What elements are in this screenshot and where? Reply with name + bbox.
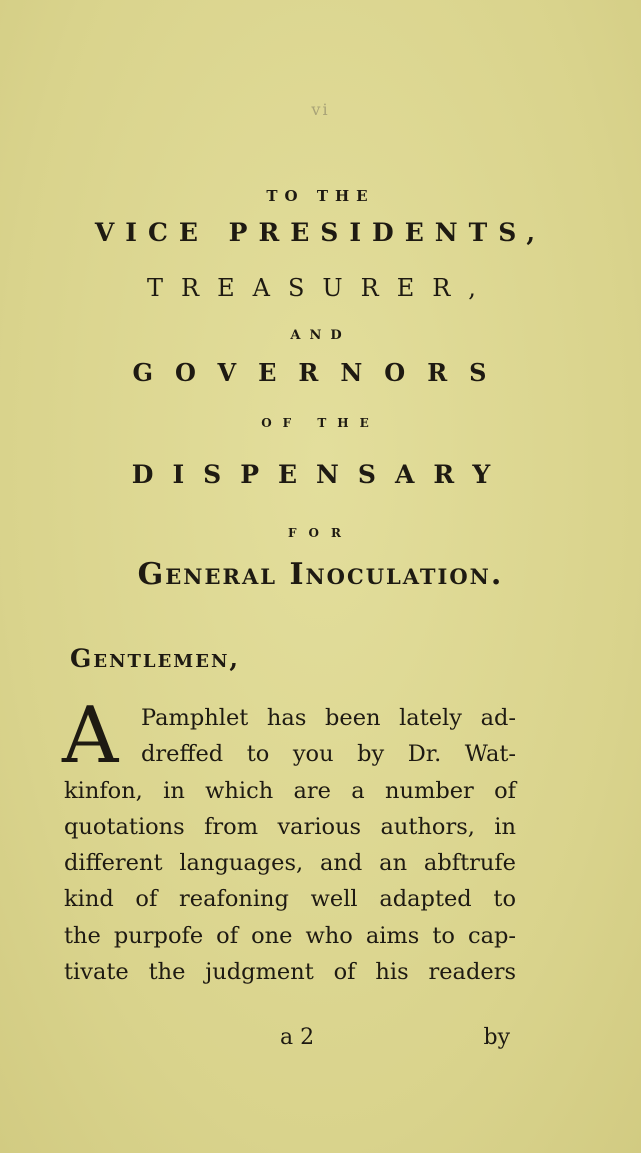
body-line: kinfon, in which are a number of bbox=[64, 777, 516, 804]
body-line: tivate the judgment of his readers bbox=[64, 959, 516, 986]
body-line: dreffed to you by Dr. Wat- bbox=[141, 741, 516, 768]
dedication-governors: GOVERNORS bbox=[132, 358, 509, 387]
drop-cap: A bbox=[62, 691, 119, 781]
dedication-vice-presidents: VICE PRESIDENTS, bbox=[94, 218, 547, 247]
dedication-treasurer: TREASURER, bbox=[147, 274, 494, 302]
catchword: by bbox=[483, 1025, 510, 1050]
body-line: the purpofe of one who aims to cap- bbox=[64, 922, 516, 949]
folio-number: vi bbox=[311, 100, 330, 119]
dedication-for: FOR bbox=[288, 526, 353, 540]
dedication-dispensary: DISPENSARY bbox=[131, 460, 510, 489]
body-paragraph bbox=[62, 691, 516, 990]
body-line: different languages, and an abftrufe bbox=[64, 850, 516, 877]
body-line: Pamphlet has been lately ad- bbox=[141, 705, 516, 731]
salutation: Gentlemen, bbox=[70, 644, 241, 673]
body-line: quotations from various authors, in bbox=[64, 813, 516, 840]
signature-mark: a 2 bbox=[280, 1025, 315, 1050]
dedication-general-inoculation: General Inoculation. bbox=[137, 557, 504, 592]
dedication-and: AND bbox=[290, 328, 351, 343]
dedication-of-the: OF THE bbox=[261, 416, 380, 430]
dedication-to-the: TO THE bbox=[266, 187, 375, 205]
body-line: kind of reafoning well adapted to bbox=[64, 886, 516, 913]
